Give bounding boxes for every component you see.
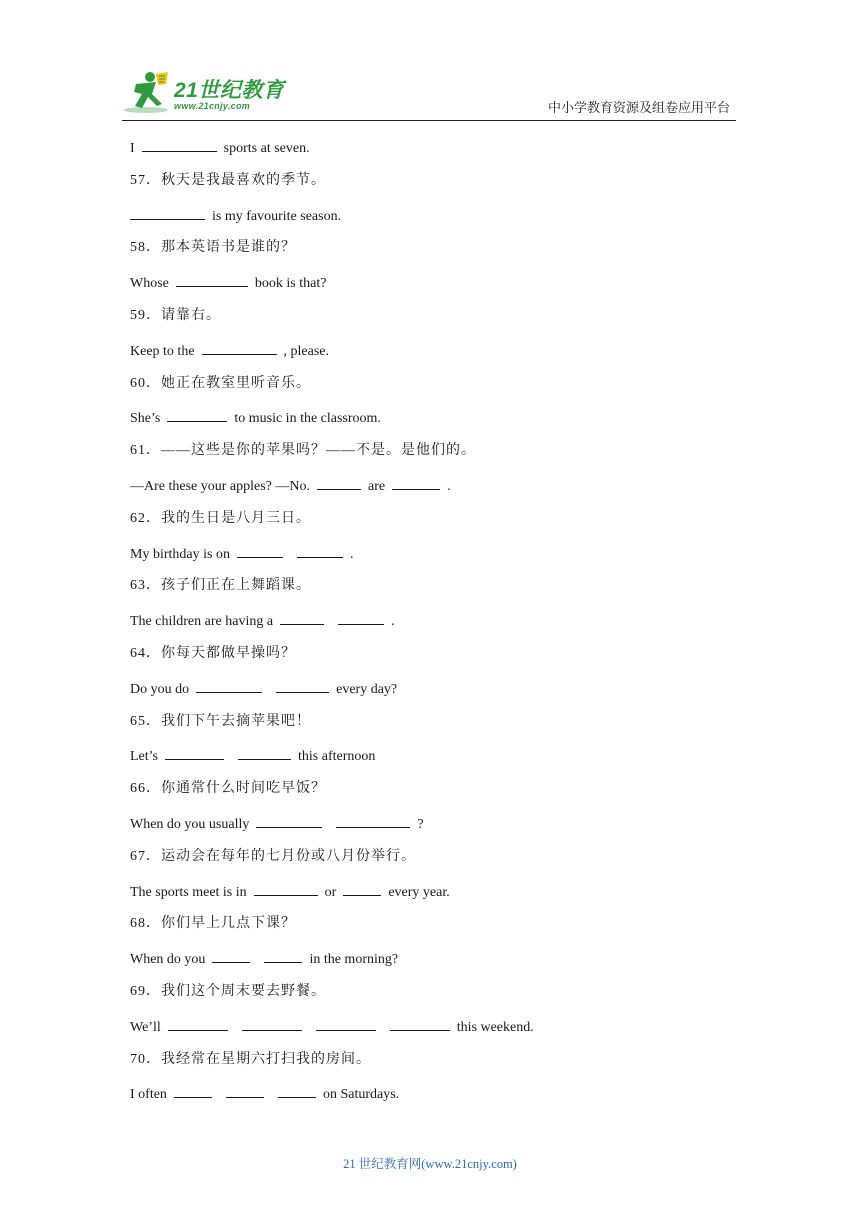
answer-line (130, 340, 750, 374)
logo-text: 21世纪教育 (174, 79, 285, 102)
answer-blank[interactable] (226, 1083, 264, 1098)
answer-blank[interactable] (168, 1016, 228, 1031)
answer-text: are (368, 478, 386, 494)
question-prompt: 61．——这些是你的苹果吗？——不是。是他们的。 (130, 443, 476, 459)
answer-blank[interactable] (167, 407, 227, 422)
answer-text: this weekend. (456, 1019, 534, 1035)
answer-blank[interactable] (165, 745, 224, 760)
answer-text: or (324, 884, 337, 900)
answer-blank[interactable] (343, 881, 381, 896)
answer-line (130, 407, 750, 441)
header-divider (122, 120, 736, 121)
answer-blank[interactable] (278, 1083, 316, 1098)
answer-blank[interactable] (297, 543, 343, 558)
answer-blank[interactable] (276, 678, 329, 693)
answer-text: When do you usually (130, 816, 250, 832)
answer-line (130, 475, 750, 509)
answer-blank[interactable] (196, 678, 262, 693)
answer-blank[interactable] (254, 881, 318, 896)
answer-line (130, 948, 750, 982)
question-prompt: 62．我的生日是八月三日。 (130, 510, 311, 526)
answer-text: When do you (130, 952, 206, 968)
answer-blank[interactable] (142, 137, 217, 152)
answer-blank[interactable] (264, 948, 302, 963)
answer-blank[interactable] (238, 745, 291, 760)
answer-text: ? (417, 816, 424, 832)
answer-text: —Are these your apples? —No. (130, 478, 311, 494)
question-prompt: 57．秋天是我最喜欢的季节。 (130, 172, 326, 188)
answer-blank[interactable] (237, 543, 283, 558)
answer-text: Whose (130, 276, 169, 292)
answer-line (130, 543, 750, 577)
answer-line (130, 1016, 750, 1050)
answer-text: The children are having a (130, 614, 274, 630)
question-prompt: 65．我们下午去摘苹果吧！ (130, 713, 311, 729)
answer-blank[interactable] (280, 610, 324, 625)
answer-blank[interactable] (256, 813, 322, 828)
question-prompt: 58．那本英语书是谁的？ (130, 240, 296, 256)
answer-text: every year. (388, 884, 450, 900)
question-prompt: 64．你每天都做早操吗？ (130, 645, 296, 661)
answer-blank[interactable] (212, 948, 250, 963)
answer-text: . (391, 614, 395, 630)
runner-logo-icon (122, 70, 172, 116)
answer-blank[interactable] (336, 813, 410, 828)
question-prompt: 67．运动会在每年的七月份或八月份举行。 (130, 848, 416, 864)
answer-line (130, 745, 750, 779)
exercise-list (130, 137, 750, 1117)
answer-line (130, 678, 750, 712)
answer-text: , please. (283, 343, 330, 359)
answer-text: I often (130, 1087, 167, 1103)
footer-link[interactable]: 21 世纪教育网(www.21cnjy.com) (343, 1157, 517, 1171)
answer-blank[interactable] (390, 1016, 450, 1031)
question-prompt: 66．你通常什么时间吃早饭？ (130, 781, 326, 797)
answer-text: sports at seven. (223, 141, 310, 156)
answer-text: Do you do (130, 681, 190, 697)
answer-blank[interactable] (316, 1016, 376, 1031)
answer-blank[interactable] (176, 272, 248, 287)
answer-line (130, 272, 750, 306)
answer-line (130, 205, 750, 239)
answer-blank[interactable] (338, 610, 384, 625)
answer-text: on Saturdays. (322, 1087, 400, 1103)
answer-text: The sports meet is in (130, 884, 247, 900)
answer-text: this afternoon (298, 749, 376, 765)
question-prompt: 70．我经常在星期六打扫我的房间。 (130, 1051, 371, 1067)
answer-text: . (349, 546, 354, 562)
question-prompt: 68．你们早上几点下课？ (130, 916, 296, 932)
answer-text: She’s (130, 411, 161, 427)
answer-blank[interactable] (392, 475, 440, 490)
answer-blank[interactable] (174, 1083, 212, 1098)
question-prompt: 63．孩子们正在上舞蹈课。 (130, 578, 311, 594)
answer-text: . (447, 478, 451, 494)
answer-line (130, 881, 750, 915)
answer-text: book is that? (254, 276, 327, 292)
platform-title: 中小学教育资源及组卷应用平台 (547, 100, 730, 115)
answer-text: Let’s (130, 749, 158, 765)
answer-text: Keep to the (130, 343, 195, 359)
answer-text: to music in the classroom. (234, 411, 381, 427)
answer-line (130, 813, 750, 847)
answer-text: We’ll (130, 1019, 161, 1035)
answer-line (130, 137, 750, 171)
answer-text: in the morning? (309, 952, 399, 968)
answer-line (130, 1083, 750, 1117)
answer-blank[interactable] (130, 205, 205, 220)
page-header (0, 0, 860, 125)
question-prompt: 59．请靠右。 (130, 307, 221, 323)
answer-text: I (130, 141, 135, 156)
answer-blank[interactable] (242, 1016, 302, 1031)
answer-text: My birthday is on (130, 546, 230, 562)
answer-blank[interactable] (202, 340, 277, 355)
question-prompt: 69．我们这个周末要去野餐。 (130, 983, 326, 999)
answer-text: is my favourite season. (212, 208, 342, 224)
logo-url: www.21cnjy.com (174, 101, 251, 111)
answer-text: every day? (336, 681, 398, 697)
question-prompt: 60．她正在教室里听音乐。 (130, 375, 311, 391)
answer-blank[interactable] (317, 475, 361, 490)
answer-line (130, 610, 750, 644)
site-logo[interactable] (122, 70, 292, 116)
